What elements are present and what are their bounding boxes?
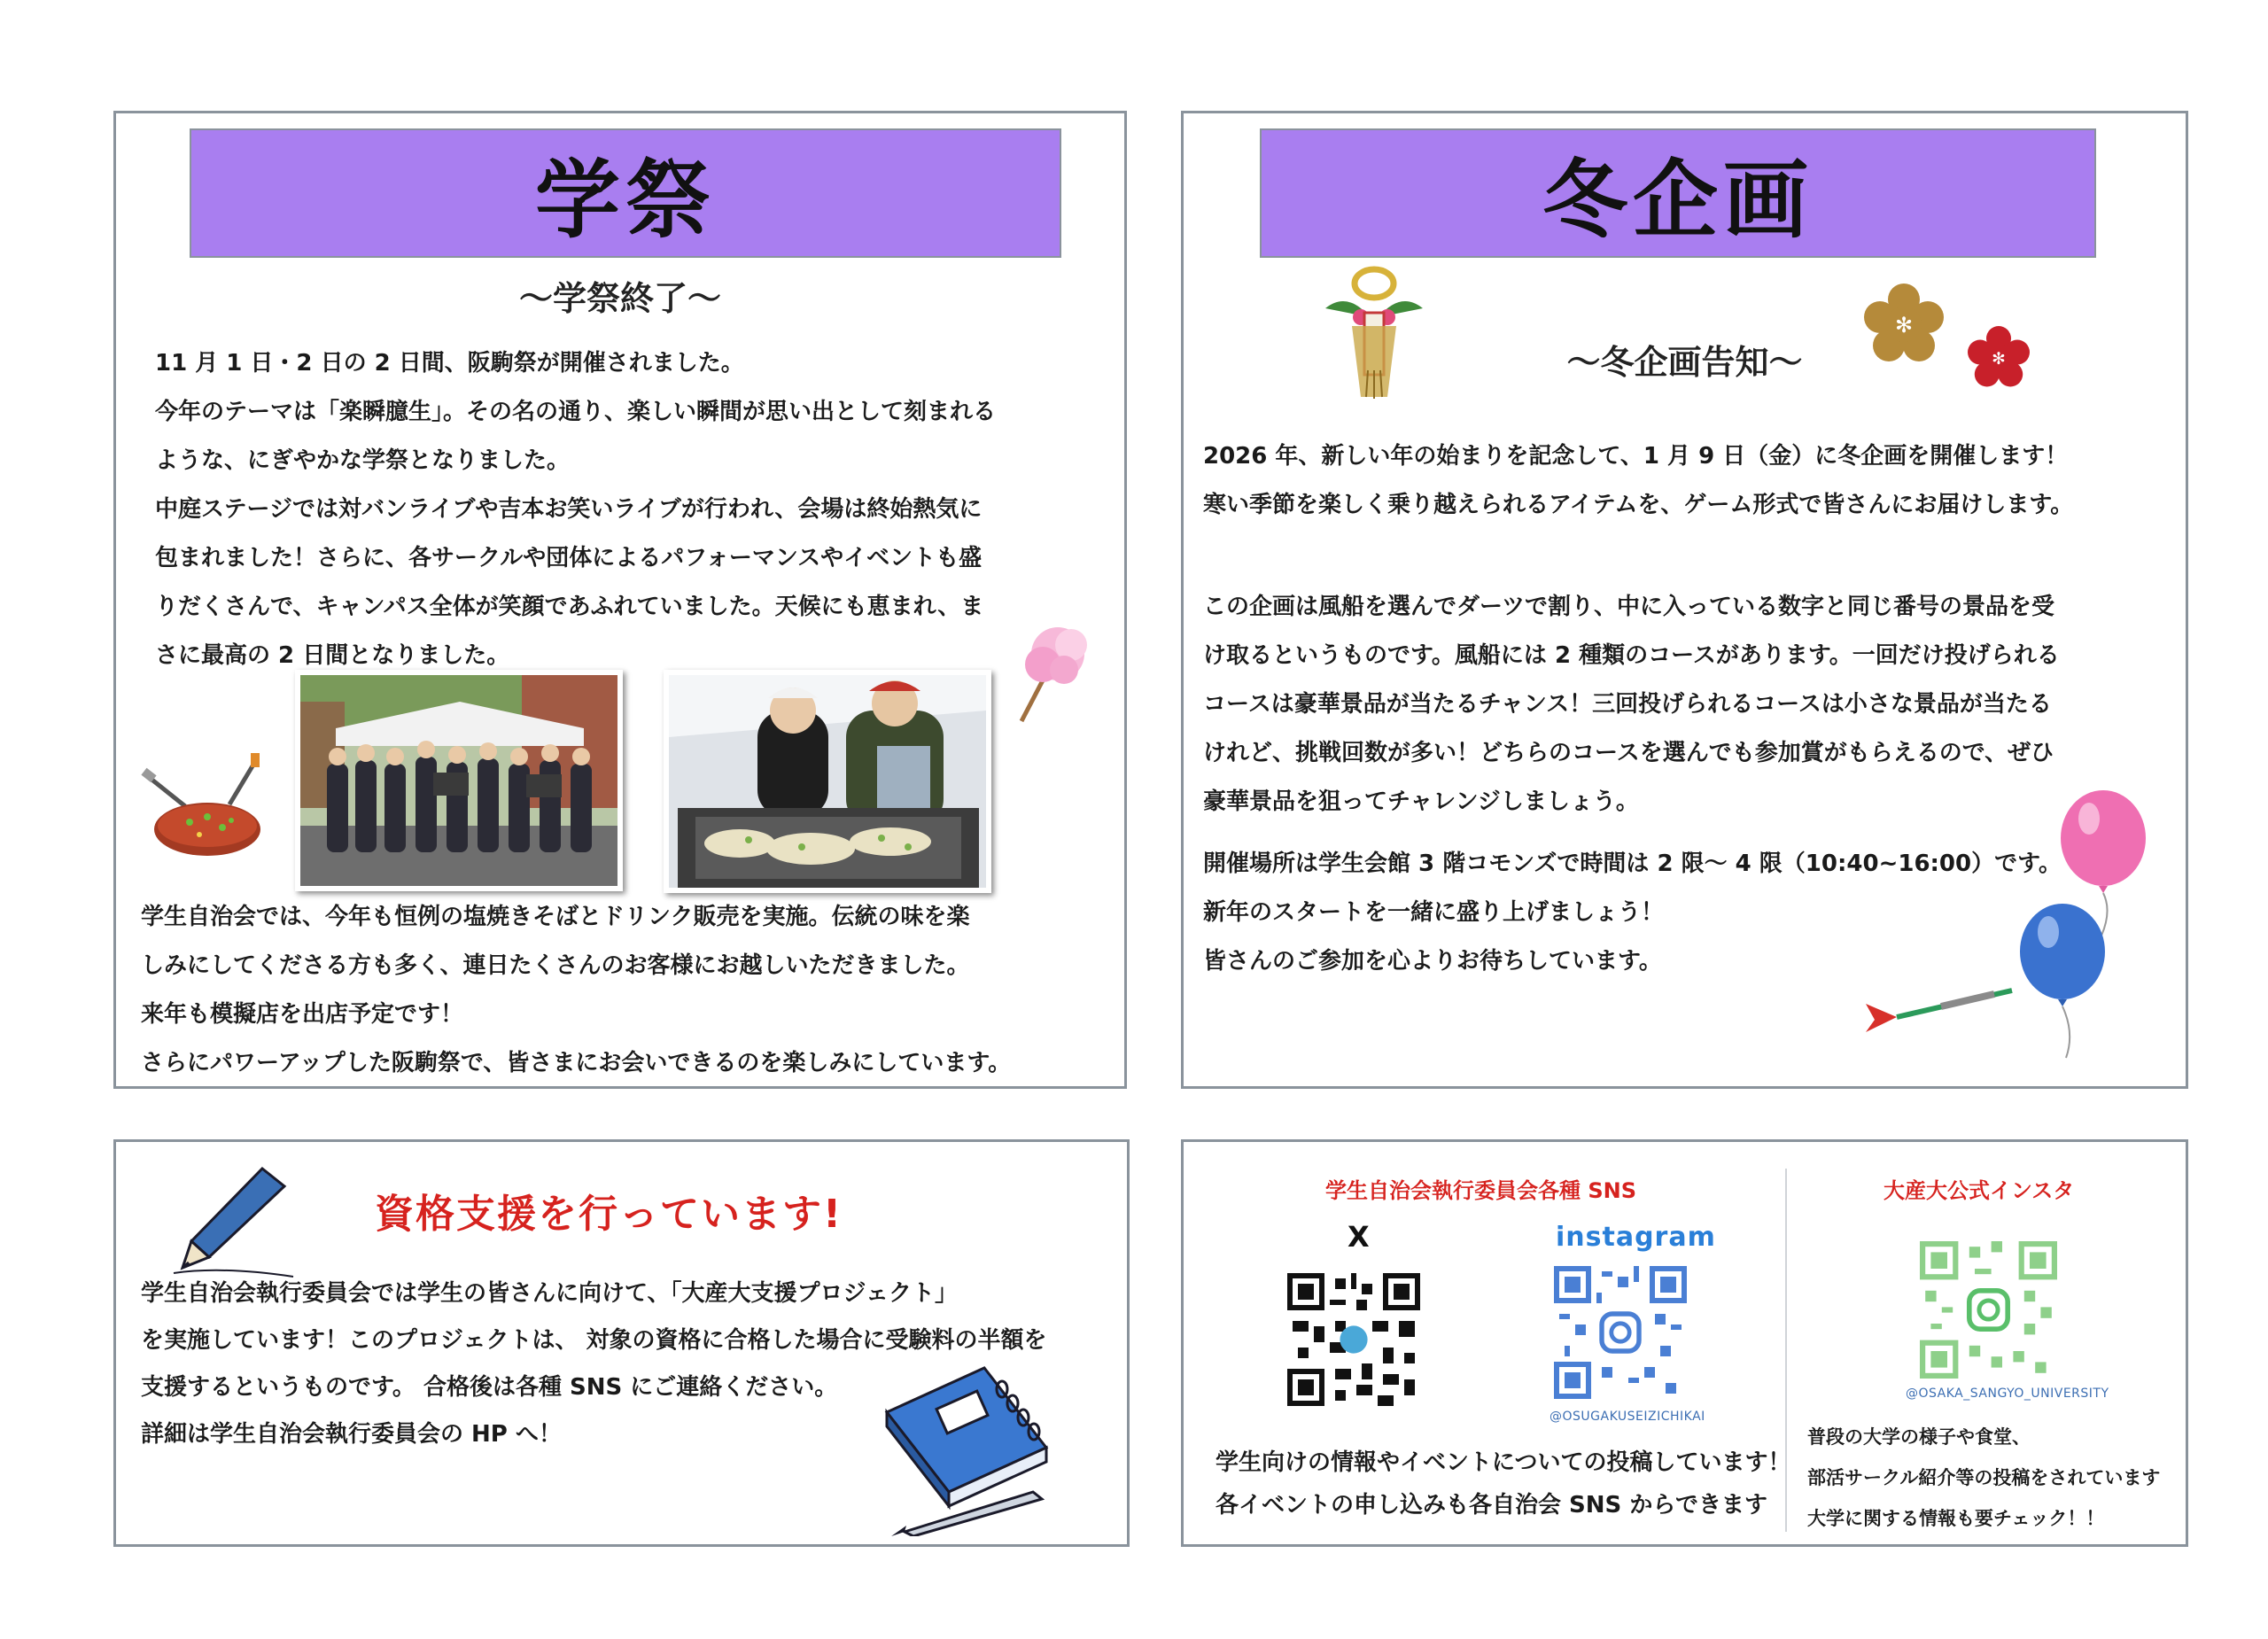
shikaku-heading: 資格支援を行っています! — [375, 1192, 843, 1237]
text-line: りだくさんで、キャンパス全体が笑顔であふれていました。天候にも恵まれ、ま — [155, 594, 984, 620]
text-line: この企画は風船を選んでダーツで割り、中に入っている数字と同じ番号の景品を受 — [1203, 594, 2054, 620]
text-line: 包まれました！さらに、各サークルや団体によるパフォーマンスやイベントも盛 — [155, 545, 983, 571]
blue-balloon-icon — [2009, 900, 2116, 1060]
text-line: 各イベントの申し込みも各自治会 SNS からできます — [1216, 1492, 1768, 1519]
festival-group-photo — [295, 670, 623, 891]
text-line: 今年のテーマは「楽瞬臆生」。その名の通り、楽しい瞬間が思い出として刻まれる — [155, 399, 997, 425]
text-line: け取るというものです。風船には 2 種類のコースがあります。一回だけ投げられる — [1203, 642, 2060, 669]
cotton-candy-icon — [1009, 618, 1098, 725]
university-instagram-title: 大産大公式インスタ — [1884, 1178, 2075, 1203]
text-line: 来年も模擬店を出店予定です！ — [141, 1001, 464, 1028]
text-line: 学生自治会では、今年も恒例の塩焼きそばとドリンク販売を実施。伝統の味を楽 — [141, 904, 970, 930]
gakusai-outro — [141, 893, 1011, 1088]
sns-panel — [1181, 1139, 2188, 1547]
text-line: 中庭ステージでは対バンライブや吉本お笑いライブが行われ、会場は終始熱気に — [155, 496, 983, 523]
gakusai-title: 学祭 — [190, 128, 1061, 258]
gakusai-subtitle: ～学祭終了～ — [518, 279, 721, 318]
text-line: 2026 年、新しい年の始まりを記念して、1 月 9 日（金）に冬企画を開催します！ — [1203, 443, 2069, 470]
text-line: 詳細は学生自治会執行委員会の HP へ！ — [141, 1421, 562, 1448]
university-instagram-qr-code[interactable] — [1920, 1241, 2057, 1379]
x-qr-code[interactable] — [1287, 1273, 1420, 1406]
shikaku-panel — [113, 1139, 1130, 1547]
text-line: 大学に関する情報も要チェック！！ — [1807, 1508, 2105, 1529]
plum-flower-icon — [1864, 284, 1944, 363]
fuyu-rules — [1203, 583, 2060, 827]
text-line: しみにしてくださる方も多く、連日たくさんのお客様にお越しいただきました。 — [141, 952, 970, 979]
text-line: 学生自治会執行委員会では学生の皆さんに向けて、「大産大支援プロジェクト」 — [141, 1280, 958, 1307]
text-line: 普段の大学の様子や食堂、 — [1807, 1426, 2031, 1448]
text-line: 寒い季節を楽しく乗り越えられるアイテムを、ゲーム形式で皆さんにお届けします。 — [1203, 492, 2074, 518]
university-handle: @OSAKA_SANGYO_UNIVERSITY — [1906, 1387, 2109, 1401]
plum-flower-icon — [1968, 326, 2030, 388]
text-line: 豪華景品を狙ってチャレンジしましょう。 — [1203, 788, 1639, 815]
text-line: さらにパワーアップした阪駒祭で、皆さまにお会いできるのを楽しみにしています。 — [141, 1050, 1012, 1076]
university-instagram-description — [1807, 1417, 2160, 1539]
pen-icon — [169, 1160, 302, 1279]
text-line: 開催場所は学生会館 3 階コモンズで時間は 2 限～ 4 限（10:40~16:00）です。 — [1203, 851, 2062, 877]
yakisoba-icon — [141, 751, 274, 866]
text-line: 学生向けの情報やイベントについての投稿しています！ — [1216, 1449, 1791, 1476]
instagram-qr-code[interactable] — [1554, 1266, 1687, 1399]
student-council-sns-title: 学生自治会執行委員会各種 SNS — [1325, 1178, 1637, 1203]
text-line: 皆さんのご参加を心よりお待ちしています。 — [1203, 948, 1662, 975]
text-line: コースは豪華景品が当たるチャンス！三回投げられるコースは小さな景品が当たる — [1203, 691, 2052, 718]
fuyu-subtitle: ～冬企画告知～ — [1566, 343, 1803, 382]
fuyu-panel — [1181, 111, 2188, 1089]
notebook-icon — [869, 1350, 1073, 1536]
text-line: 支援するというものです。 合格後は各種 SNS にご連絡ください。 — [141, 1374, 838, 1401]
x-label: X — [1348, 1220, 1370, 1254]
fuyu-intro — [1203, 432, 2073, 530]
student-council-handle: @OSUGAKUSEIZICHIKAI — [1550, 1410, 1705, 1424]
text-line: 新年のスタートを一緒に盛り上げましょう！ — [1203, 899, 1665, 926]
gakusai-intro — [155, 339, 996, 680]
text-line: ような、にぎやかな学祭となりました。 — [155, 447, 571, 474]
student-council-sns-description — [1216, 1441, 1790, 1526]
text-line: けれど、挑戦回数が多い！どちらのコースを選んでも参加賞がもらえるので、ぜひ — [1203, 740, 2054, 766]
gakusai-panel — [113, 111, 1127, 1089]
fuyu-venue — [1203, 840, 2062, 986]
fuyu-title: 冬企画 — [1260, 128, 2096, 258]
yakisoba-stall-photo — [664, 670, 991, 893]
svg-text:✻: ✻ — [1894, 313, 1914, 338]
svg-text:✻: ✻ — [1992, 349, 2006, 369]
instagram-label: instagram — [1556, 1222, 1716, 1253]
text-line: を実施しています！このプロジェクトは、 対象の資格に合格した場合に受験料の半額を — [141, 1327, 1047, 1354]
text-line: 11 月 1 日・2 日の 2 日間、阪駒祭が開催されました。 — [155, 350, 744, 377]
text-line: さに最高の 2 日間となりました。 — [155, 642, 510, 669]
text-line: 部活サークル紹介等の投稿をされています — [1807, 1467, 2161, 1488]
dart-icon — [1861, 977, 2021, 1039]
